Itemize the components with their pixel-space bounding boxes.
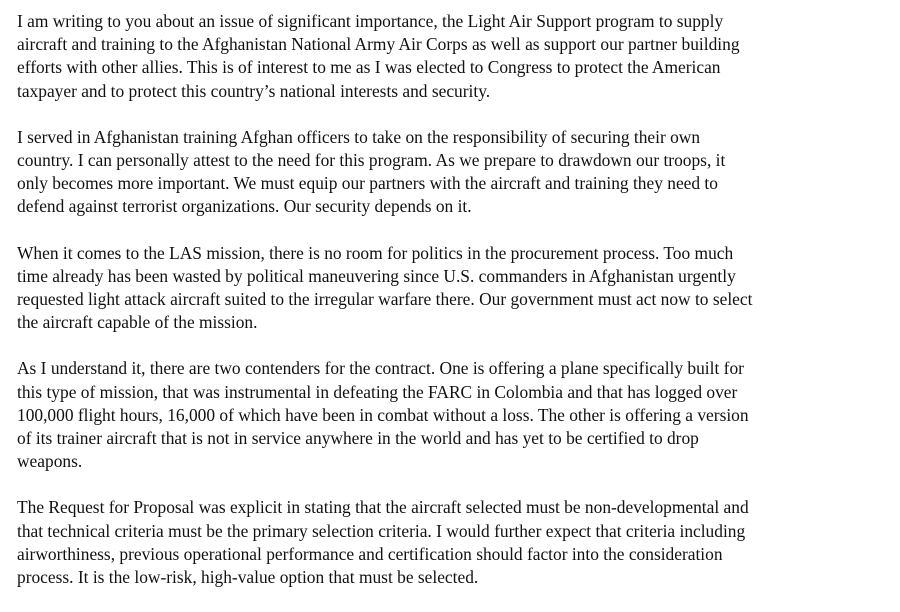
text-line: airworthiness, previous operational performance and certification should factor into the consideration (17, 543, 723, 564)
text-line: this type of mission, that was instrumental in defeating the FARC in Colombia and that has logged over (17, 381, 738, 402)
text-line: efforts with other allies. This is of interest to me as I was elected to Congress to protect the American (17, 57, 721, 78)
text-line: I am writing to you about an issue of significant importance, the Light Air Support program to supply (17, 11, 724, 31)
text-line: defend against terrorist organizations. Our security depends on it. (17, 196, 472, 217)
text-line: time already has been wasted by political maneuvering since U.S. commanders in Afghanistan urgently (17, 265, 736, 286)
paragraph-3 (17, 242, 889, 335)
paragraph-2 (17, 126, 889, 219)
paragraph-5 (17, 496, 889, 589)
text-line: taxpayer and to protect this country’s national interests and security. (17, 80, 491, 101)
text-line: requested light attack aircraft suited to the irregular warfare there. Our government must act now to select (17, 289, 753, 310)
text-line: aircraft and training to the Afghanistan National Army Air Corps as well as support our partner building (17, 34, 740, 55)
text-line: process. It is the low-risk, high-value option that must be selected. (17, 567, 479, 588)
text-line: that technical criteria must be the primary selection criteria. I would further expect that criteria including (17, 520, 746, 541)
letter-body (17, 10, 889, 612)
text-line: The Request for Proposal was explicit in stating that the aircraft selected must be non-developmental and (17, 497, 749, 518)
text-line: of its trainer aircraft that is not in service anywhere in the world and has yet to be certified to drop (17, 428, 699, 449)
paragraph-4 (17, 357, 889, 473)
text-line: I served in Afghanistan training Afghan officers to take on the responsibility of securing their own (17, 126, 701, 147)
text-line: When it comes to the LAS mission, there is no room for politics in the procurement process. Too much (17, 242, 734, 263)
text-line: country. I can personally attest to the need for this program. As we prepare to drawdown our troops, it (17, 150, 726, 171)
text-line: weapons. (17, 451, 83, 472)
text-line: only becomes more important. We must equip our partners with the aircraft and training they need to (17, 173, 718, 194)
text-line: As I understand it, there are two contenders for the contract. One is offering a plane specifically built for (17, 358, 744, 379)
paragraph-1 (17, 10, 889, 103)
text-line: the aircraft capable of the mission. (17, 312, 258, 333)
text-line: 100,000 flight hours, 16,000 of which have been in combat without a loss. The other is offering a version (17, 404, 749, 425)
